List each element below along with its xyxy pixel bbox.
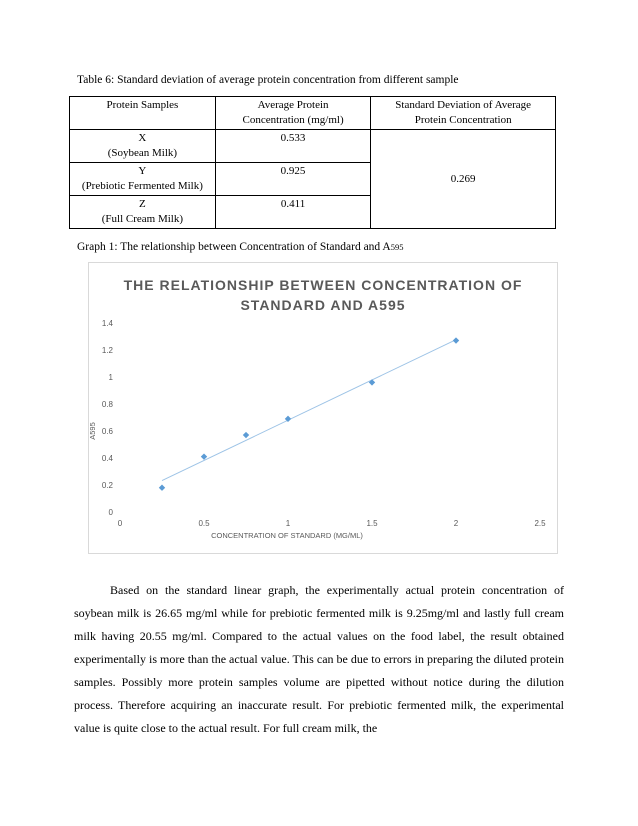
chart-plot bbox=[89, 263, 557, 553]
y-tick-label: 0.8 bbox=[101, 400, 113, 409]
x-tick-label: 2 bbox=[453, 519, 459, 528]
data-point bbox=[159, 485, 165, 491]
table-header: Protein Samples bbox=[70, 97, 216, 130]
sample-code: Y bbox=[138, 165, 147, 177]
data-point bbox=[369, 379, 375, 385]
sample-desc: (Soybean Milk) bbox=[107, 147, 178, 159]
y-tick-label: 1.4 bbox=[101, 319, 113, 328]
paragraph-text: Based on the standard linear graph, the experimentally actual protein concentration of soybean milk is 26.65 mg/ml while for prebiotic fermented milk is 9.25mg/ml and lastly full cream milk having 20.55 mg/ml. Compared to the actual values on the food label, the result obtained experimentally is more than the actual value. This can be due to errors in preparing the diluted protein samples. Possibly more protein samples volume are pipetted without notice during the dilution process. Therefore acquiring an inaccurate result. For prebiotic fermented milk, the experimental value is quite close to the actual result. For full cream milk, the bbox=[74, 583, 564, 735]
body-paragraph bbox=[74, 579, 564, 740]
data-point bbox=[243, 432, 249, 438]
x-tick-label: 0.5 bbox=[198, 519, 210, 528]
chart-title-line1: THE RELATIONSHIP BETWEEN CONCENTRATION OF bbox=[123, 277, 523, 293]
y-axis-label: A595 bbox=[88, 422, 97, 440]
sample-code: X bbox=[138, 132, 147, 144]
y-tick-label: 1 bbox=[108, 373, 113, 382]
table-cell-avg: 0.411 bbox=[215, 196, 371, 229]
sample-desc: (Full Cream Milk) bbox=[101, 213, 184, 225]
graph-caption-text: Graph 1: The relationship between Concentration of Standard and A bbox=[77, 241, 391, 253]
y-tick-label: 0.4 bbox=[101, 454, 113, 463]
graph-caption-subscript: 595 bbox=[390, 242, 404, 252]
data-point bbox=[453, 337, 459, 343]
table-cell-avg: 0.925 bbox=[215, 163, 371, 196]
table-cell-stddev: 0.269 bbox=[371, 130, 556, 229]
table-caption: Table 6: Standard deviation of average protein concentration from different sample bbox=[77, 74, 459, 86]
x-axis-label: CONCENTRATION OF STANDARD (MG/ML) bbox=[211, 531, 363, 540]
chart-title-line2: STANDARD AND A595 bbox=[240, 297, 406, 313]
x-tick-label: 0 bbox=[117, 519, 123, 528]
table-cell-sample bbox=[70, 196, 216, 229]
y-tick-label: 0.2 bbox=[101, 481, 113, 490]
y-tick-label: 0.6 bbox=[101, 427, 113, 436]
table-cell-sample bbox=[70, 130, 216, 163]
y-tick-label: 0 bbox=[108, 508, 113, 517]
y-tick-label: 1.2 bbox=[101, 346, 113, 355]
table-cell-sample bbox=[70, 163, 216, 196]
graph-caption bbox=[77, 241, 403, 253]
x-tick-label: 1.5 bbox=[366, 519, 378, 528]
table-header: Standard Deviation of Average Protein Concentration bbox=[371, 97, 556, 130]
table-header: Average Protein Concentration (mg/ml) bbox=[215, 97, 371, 130]
x-tick-label: 2.5 bbox=[534, 519, 546, 528]
sample-desc: (Prebiotic Fermented Milk) bbox=[81, 180, 203, 192]
table-header-row bbox=[70, 97, 556, 130]
trendline bbox=[162, 340, 456, 481]
table-row bbox=[70, 130, 556, 163]
x-tick-label: 1 bbox=[285, 519, 291, 528]
chart-container bbox=[88, 262, 558, 554]
table-cell-avg: 0.533 bbox=[215, 130, 371, 163]
protein-table bbox=[69, 96, 556, 229]
sample-code: Z bbox=[139, 198, 146, 210]
